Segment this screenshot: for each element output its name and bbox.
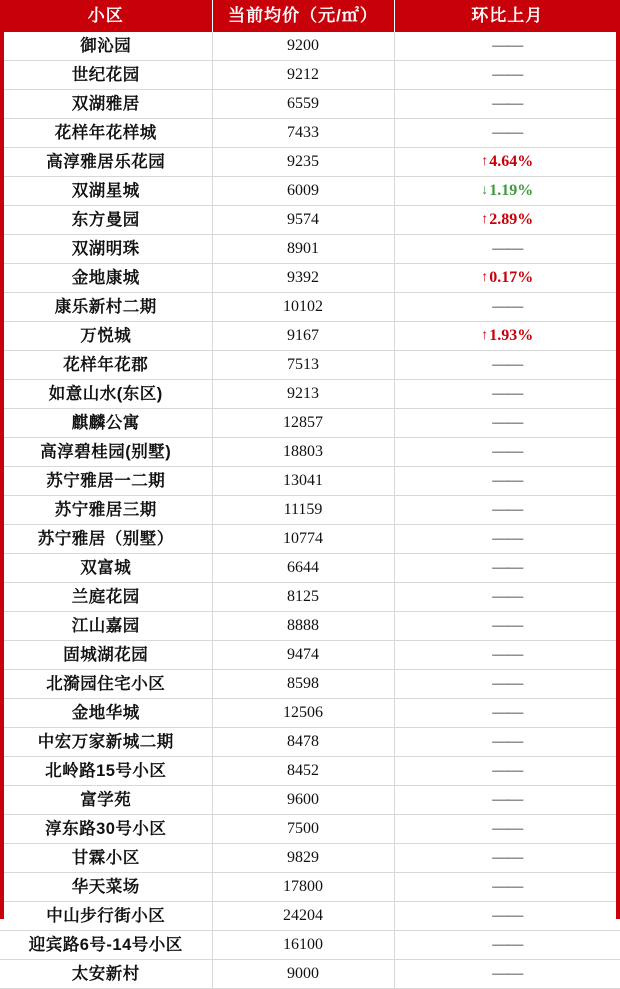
cell-average-price: 7513	[212, 351, 394, 380]
table-row	[0, 264, 620, 293]
change-value: ——	[492, 559, 523, 576]
cell-month-over-month	[394, 61, 620, 90]
table-row	[0, 32, 620, 61]
change-value: ——	[492, 878, 523, 895]
cell-community-name: 如意山水(东区)	[0, 380, 212, 409]
cell-average-price: 7433	[212, 119, 394, 148]
cell-month-over-month	[394, 699, 620, 728]
cell-community-name: 甘霖小区	[0, 844, 212, 873]
cell-average-price: 17800	[212, 873, 394, 902]
cell-month-over-month	[394, 786, 620, 815]
cell-month-over-month	[394, 264, 620, 293]
cell-month-over-month	[394, 496, 620, 525]
cell-community-name: 花样年花郡	[0, 351, 212, 380]
cell-month-over-month	[394, 525, 620, 554]
cell-average-price: 8125	[212, 583, 394, 612]
change-value: ——	[492, 936, 523, 953]
table-row	[0, 496, 620, 525]
cell-month-over-month	[394, 554, 620, 583]
page-edge-left	[0, 0, 4, 919]
column-header-average-price: 当前均价（元/㎡）	[212, 0, 394, 32]
cell-average-price: 6644	[212, 554, 394, 583]
cell-average-price: 9167	[212, 322, 394, 351]
cell-month-over-month	[394, 293, 620, 322]
page-edge-right	[616, 0, 620, 919]
cell-community-name: 苏宁雅居三期	[0, 496, 212, 525]
table-row	[0, 960, 620, 989]
cell-community-name: 御沁园	[0, 32, 212, 61]
change-value: 1.19%	[489, 182, 534, 199]
cell-month-over-month	[394, 670, 620, 699]
table-row	[0, 728, 620, 757]
table-row	[0, 467, 620, 496]
cell-month-over-month	[394, 148, 620, 177]
change-value: ——	[492, 414, 523, 431]
table-row	[0, 293, 620, 322]
cell-community-name: 康乐新村二期	[0, 293, 212, 322]
cell-community-name: 兰庭花园	[0, 583, 212, 612]
cell-community-name: 富学苑	[0, 786, 212, 815]
change-value: ——	[492, 501, 523, 518]
change-value: ——	[492, 530, 523, 547]
cell-average-price: 8452	[212, 757, 394, 786]
change-value: ——	[492, 298, 523, 315]
cell-month-over-month	[394, 873, 620, 902]
cell-month-over-month	[394, 960, 620, 989]
cell-month-over-month	[394, 728, 620, 757]
cell-month-over-month	[394, 32, 620, 61]
cell-average-price: 8478	[212, 728, 394, 757]
table-row	[0, 235, 620, 264]
table-row	[0, 554, 620, 583]
cell-month-over-month	[394, 438, 620, 467]
table-row	[0, 61, 620, 90]
cell-average-price: 10774	[212, 525, 394, 554]
table-row	[0, 612, 620, 641]
cell-month-over-month	[394, 380, 620, 409]
cell-average-price: 9474	[212, 641, 394, 670]
cell-month-over-month	[394, 815, 620, 844]
change-value: ——	[492, 66, 523, 83]
cell-average-price: 12506	[212, 699, 394, 728]
cell-community-name: 麒麟公寓	[0, 409, 212, 438]
cell-community-name: 中宏万家新城二期	[0, 728, 212, 757]
table-row	[0, 409, 620, 438]
cell-average-price: 9600	[212, 786, 394, 815]
cell-month-over-month	[394, 119, 620, 148]
cell-community-name: 双富城	[0, 554, 212, 583]
cell-month-over-month	[394, 641, 620, 670]
table-row	[0, 351, 620, 380]
cell-month-over-month	[394, 90, 620, 119]
table-row	[0, 902, 620, 931]
cell-month-over-month	[394, 177, 620, 206]
change-value: ——	[492, 385, 523, 402]
table-row	[0, 380, 620, 409]
cell-average-price: 11159	[212, 496, 394, 525]
cell-average-price: 8598	[212, 670, 394, 699]
change-value: ——	[492, 356, 523, 373]
cell-community-name: 花样年花样城	[0, 119, 212, 148]
cell-month-over-month	[394, 467, 620, 496]
cell-average-price: 9213	[212, 380, 394, 409]
cell-average-price: 16100	[212, 931, 394, 960]
table-row	[0, 177, 620, 206]
cell-community-name: 中山步行街小区	[0, 902, 212, 931]
table-row	[0, 757, 620, 786]
table-row	[0, 699, 620, 728]
table-row	[0, 583, 620, 612]
change-value: 1.93%	[489, 327, 534, 344]
cell-month-over-month	[394, 322, 620, 351]
change-value: ——	[492, 762, 523, 779]
cell-community-name: 东方曼园	[0, 206, 212, 235]
cell-average-price: 24204	[212, 902, 394, 931]
cell-month-over-month	[394, 409, 620, 438]
table-row	[0, 873, 620, 902]
change-value: ——	[492, 907, 523, 924]
cell-community-name: 双湖雅居	[0, 90, 212, 119]
change-value: 0.17%	[489, 269, 534, 286]
table-row	[0, 119, 620, 148]
cell-month-over-month	[394, 612, 620, 641]
cell-average-price: 7500	[212, 815, 394, 844]
cell-average-price: 9212	[212, 61, 394, 90]
cell-average-price: 9574	[212, 206, 394, 235]
cell-month-over-month	[394, 583, 620, 612]
cell-average-price: 9392	[212, 264, 394, 293]
arrow-up-icon: ↑	[481, 154, 489, 169]
table-row	[0, 90, 620, 119]
cell-average-price: 18803	[212, 438, 394, 467]
change-value: ——	[492, 675, 523, 692]
change-value: ——	[492, 965, 523, 982]
table-body	[0, 32, 620, 989]
cell-average-price: 8888	[212, 612, 394, 641]
arrow-up-icon: ↑	[481, 328, 489, 343]
cell-average-price: 12857	[212, 409, 394, 438]
table-row	[0, 815, 620, 844]
cell-community-name: 双湖星城	[0, 177, 212, 206]
cell-month-over-month	[394, 351, 620, 380]
cell-average-price: 6559	[212, 90, 394, 119]
cell-community-name: 苏宁雅居（别墅）	[0, 525, 212, 554]
cell-community-name: 华天菜场	[0, 873, 212, 902]
cell-community-name: 北岭路15号小区	[0, 757, 212, 786]
cell-community-name: 淳东路30号小区	[0, 815, 212, 844]
table-header	[0, 0, 620, 32]
change-value: 2.89%	[489, 211, 534, 228]
cell-community-name: 金地华城	[0, 699, 212, 728]
change-value: 4.64%	[489, 153, 534, 170]
table-row	[0, 670, 620, 699]
change-value: ——	[492, 124, 523, 141]
cell-average-price: 9829	[212, 844, 394, 873]
cell-community-name: 双湖明珠	[0, 235, 212, 264]
cell-community-name: 迎宾路6号-14号小区	[0, 931, 212, 960]
table-header-row	[0, 0, 620, 32]
table-row	[0, 322, 620, 351]
cell-average-price: 13041	[212, 467, 394, 496]
cell-community-name: 金地康城	[0, 264, 212, 293]
cell-month-over-month	[394, 757, 620, 786]
change-value: ——	[492, 791, 523, 808]
change-value: ——	[492, 849, 523, 866]
table-row	[0, 786, 620, 815]
cell-average-price: 10102	[212, 293, 394, 322]
table-row	[0, 206, 620, 235]
table-row	[0, 844, 620, 873]
cell-community-name: 江山嘉园	[0, 612, 212, 641]
cell-community-name: 太安新村	[0, 960, 212, 989]
cell-average-price: 9235	[212, 148, 394, 177]
cell-community-name: 世纪花园	[0, 61, 212, 90]
table-row	[0, 641, 620, 670]
column-header-community: 小区	[0, 0, 212, 32]
cell-average-price: 9200	[212, 32, 394, 61]
cell-average-price: 9000	[212, 960, 394, 989]
change-value: ——	[492, 733, 523, 750]
cell-month-over-month	[394, 235, 620, 264]
change-value: ——	[492, 588, 523, 605]
cell-average-price: 6009	[212, 177, 394, 206]
arrow-up-icon: ↑	[481, 212, 489, 227]
change-value: ——	[492, 820, 523, 837]
cell-month-over-month	[394, 902, 620, 931]
cell-month-over-month	[394, 206, 620, 235]
change-value: ——	[492, 95, 523, 112]
cell-community-name: 高淳碧桂园(别墅)	[0, 438, 212, 467]
change-value: ——	[492, 443, 523, 460]
change-value: ——	[492, 617, 523, 634]
arrow-down-icon: ↓	[481, 183, 489, 198]
change-value: ——	[492, 704, 523, 721]
table-row	[0, 931, 620, 960]
arrow-up-icon: ↑	[481, 270, 489, 285]
cell-community-name: 万悦城	[0, 322, 212, 351]
change-value: ——	[492, 472, 523, 489]
change-value: ——	[492, 240, 523, 257]
change-value: ——	[492, 646, 523, 663]
cell-community-name: 苏宁雅居一二期	[0, 467, 212, 496]
column-header-month-over-month: 环比上月	[394, 0, 620, 32]
table-row	[0, 438, 620, 467]
table-row	[0, 148, 620, 177]
cell-month-over-month	[394, 931, 620, 960]
cell-community-name: 固城湖花园	[0, 641, 212, 670]
cell-month-over-month	[394, 844, 620, 873]
cell-community-name: 北漪园住宅小区	[0, 670, 212, 699]
cell-community-name: 高淳雅居乐花园	[0, 148, 212, 177]
table-row	[0, 525, 620, 554]
cell-average-price: 8901	[212, 235, 394, 264]
change-value: ——	[492, 37, 523, 54]
